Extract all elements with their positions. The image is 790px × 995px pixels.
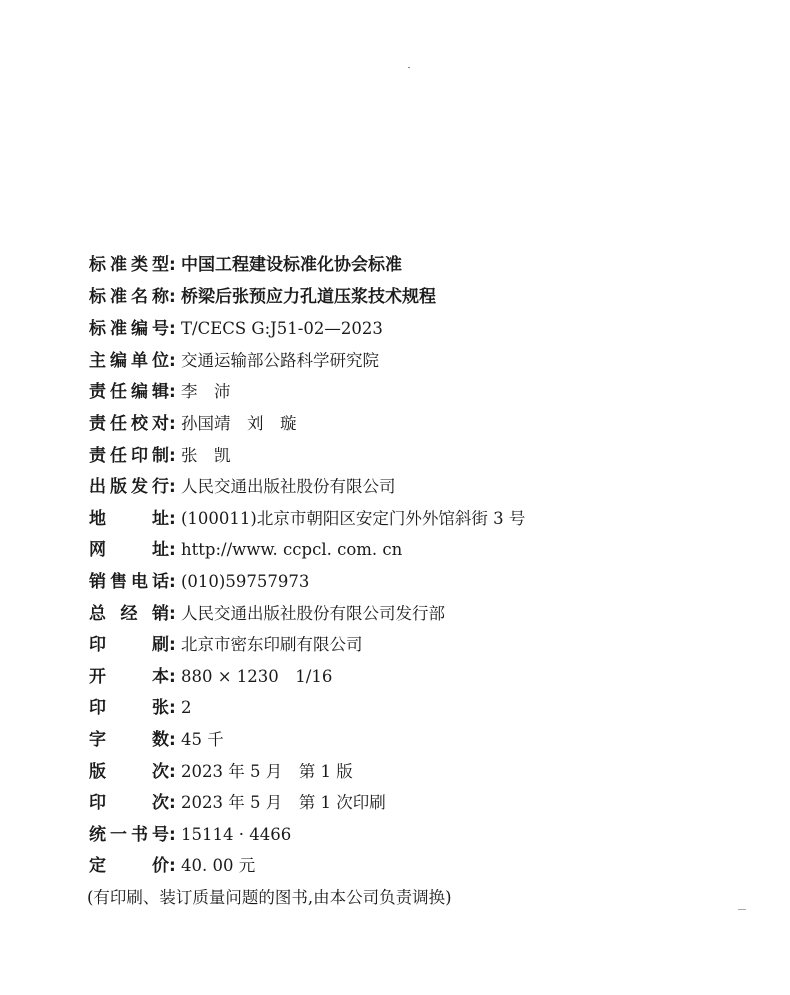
row-colon: :: [169, 413, 176, 434]
row-value: (010)59757973: [181, 571, 310, 591]
colophon-row-print-supervisor: [89, 440, 749, 472]
row-label: 地址: [89, 508, 169, 529]
colophon-row-format: [89, 661, 749, 693]
colophon-row-book-number: [89, 819, 749, 851]
row-label: 标准编号: [89, 319, 169, 340]
row-colon: :: [169, 319, 176, 340]
row-colon: :: [169, 255, 176, 275]
row-label: 出版发行: [89, 477, 169, 498]
row-value: 人民交通出版社股份有限公司发行部: [181, 603, 445, 623]
colophon-row-sheets: [89, 692, 749, 724]
row-colon: :: [169, 824, 176, 845]
scan-speck: [408, 67, 410, 68]
row-label: 责任印制: [89, 445, 169, 466]
colophon-row-printer: [89, 629, 749, 661]
colophon-row-distributor: [89, 598, 749, 630]
colophon-row-printing: [89, 787, 749, 819]
colophon-row-edition: [89, 756, 749, 788]
row-value: 桥梁后张预应力孔道压浆技术规程: [181, 286, 436, 307]
row-value: 孙国靖 刘 璇: [181, 413, 297, 433]
row-colon: :: [169, 793, 176, 814]
row-value: 2023 年 5 月 第 1 版: [181, 761, 353, 781]
row-value: 45 千: [181, 729, 224, 749]
row-value: 2023 年 5 月 第 1 次印刷: [181, 793, 386, 813]
colophon-block: [89, 250, 749, 913]
row-label: 字数: [89, 729, 169, 750]
row-label: 标准名称: [89, 286, 169, 307]
row-colon: :: [169, 540, 176, 561]
row-value: 880 × 1230 1/16: [181, 666, 333, 686]
row-colon: :: [169, 761, 176, 782]
row-colon: :: [169, 856, 176, 877]
row-colon: :: [169, 350, 176, 371]
row-value: http://www. ccpcl. com. cn: [181, 540, 403, 560]
colophon-row-chief-editor-unit: [89, 345, 749, 377]
row-label: 标准类型: [89, 255, 169, 275]
row-value: 李 沛: [181, 382, 231, 402]
row-colon: :: [169, 698, 176, 719]
row-colon: :: [169, 635, 176, 656]
row-label: 责任编辑: [89, 382, 169, 403]
colophon-row-responsible-editor: [89, 376, 749, 408]
row-value: 2: [181, 698, 192, 718]
row-label: 销售电话: [89, 571, 169, 592]
colophon-row-price: [89, 850, 749, 882]
row-colon: :: [169, 729, 176, 750]
quality-notice: (有印刷、装订质量问题的图书,由本公司负责调换): [87, 887, 452, 907]
row-colon: :: [169, 571, 176, 592]
row-label: 主编单位: [89, 350, 169, 371]
row-label: 定价: [89, 856, 169, 877]
row-colon: :: [169, 286, 176, 307]
colophon-row-website: [89, 534, 749, 566]
row-label: 网址: [89, 540, 169, 561]
row-label: 印张: [89, 698, 169, 719]
row-value: 40. 00 元: [181, 856, 256, 876]
row-label: 总经销: [89, 603, 169, 624]
row-label: 印刷: [89, 635, 169, 656]
row-value: 北京市密东印刷有限公司: [181, 635, 363, 655]
row-label: 版次: [89, 761, 169, 782]
row-value: 15114 · 4466: [181, 824, 292, 844]
colophon-row-publisher: [89, 471, 749, 503]
colophon-row-proofreader: [89, 408, 749, 440]
row-label: 开本: [89, 666, 169, 687]
row-colon: :: [169, 508, 176, 529]
row-colon: :: [169, 666, 176, 687]
row-value: 中国工程建设标准化协会标准: [181, 255, 402, 275]
row-label: 责任校对: [89, 413, 169, 434]
colophon-row-standard-type: [89, 250, 749, 282]
row-colon: :: [169, 603, 176, 624]
row-value: 张 凯: [181, 445, 231, 465]
row-colon: :: [169, 445, 176, 466]
colophon-row-address: [89, 503, 749, 535]
row-value: (100011)北京市朝阳区安定门外外馆斜街 3 号: [181, 508, 526, 528]
row-value: 交通运输部公路科学研究院: [181, 350, 379, 370]
colophon-row-standard-name: [89, 282, 749, 314]
row-colon: :: [169, 477, 176, 498]
row-colon: :: [169, 382, 176, 403]
row-value: T/CECS G:J51-02—2023: [181, 319, 383, 339]
colophon-row-standard-number: [89, 313, 749, 345]
colophon-row-sales-phone: [89, 566, 749, 598]
colophon-row-word-count: [89, 724, 749, 756]
row-value: 人民交通出版社股份有限公司: [181, 477, 396, 497]
row-label: 印次: [89, 793, 169, 814]
row-label: 统一书号: [89, 824, 169, 845]
